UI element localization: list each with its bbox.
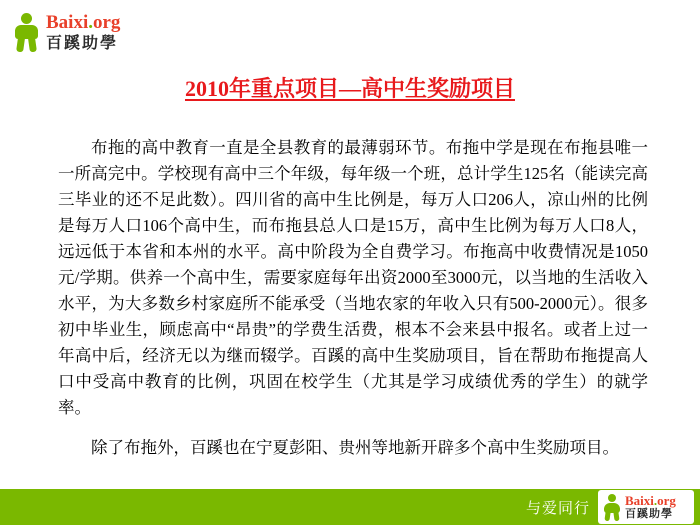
- brand-name-tld: org: [92, 11, 121, 33]
- logo-leg-right-shape: [28, 38, 37, 53]
- footer-slogan: 与爱同行: [525, 500, 590, 517]
- brand-name-cn: 百蹊助學: [46, 34, 119, 52]
- brand-name-word: Baixi: [46, 11, 89, 33]
- footer-brand-name-cn: 百蹊助學: [625, 508, 673, 520]
- footer-brand-logo: [598, 490, 694, 524]
- footer-brand-name-tld: org: [657, 493, 676, 508]
- paragraph-2: 除了布拖外，百蹊也在宁夏彭阳、贵州等地新开辟多个高中生奖励项目。: [91, 438, 619, 457]
- footer-brand-name-word: Baixi: [625, 493, 654, 508]
- logo-leg-left-shape: [16, 38, 25, 53]
- logo-head-shape: [21, 13, 32, 24]
- body-content: [58, 135, 648, 475]
- logo-head-shape: [608, 494, 616, 502]
- child-figure-icon: [12, 11, 42, 53]
- footer-brand-logo-text: [625, 494, 676, 520]
- child-figure-icon: [602, 493, 622, 521]
- brand-name-dot: .: [88, 11, 93, 33]
- footer-brand-name-dot: .: [653, 493, 658, 508]
- footer-brand-name-latin: [625, 494, 676, 507]
- paragraph-1: 布拖的高中教育一直是全县教育的最薄弱环节。布拖中学是现在布拖县唯一一所高完中。学校现有高中三个年级，每年级一个班，总计学生125名（能读完高三毕业的还不足此数）。四川省的高中生比例是，每万人口206人，凉山州的比例是每万人口106个高中生，而布拖县总人口是15万，高中生比例为每万人口8人，远远低于本省和本州的水平。高中阶段为全自费学习。布拖高中收费情况是1050元/学期。供养一个高中生，需要家庭每年出资2000至3000元，以当地的生活收入水平，为大多数乡村家庭所不能承受（当地农家的年收入只有500-2000元）。很多初中毕业生，顾虑高中“昂贵”的学费生活费，根本不会来县中报名。或者上过一年高中后，经济无以为继而辍学。百蹊的高中生奖励项目，旨在帮助布拖提高人口中受高中教育的比例，巩固在校学生（尤其是学习成绩优秀的学生）的就学率。: [58, 138, 648, 417]
- brand-logo: [12, 8, 157, 56]
- page-title: 2010年重点项目—高中生奖励项目: [184, 76, 515, 101]
- brand-logo-text: [46, 13, 120, 52]
- footer-bar: [0, 489, 700, 525]
- brand-name-latin: [46, 13, 120, 32]
- logo-leg-left-shape: [604, 512, 610, 522]
- logo-leg-right-shape: [613, 512, 619, 522]
